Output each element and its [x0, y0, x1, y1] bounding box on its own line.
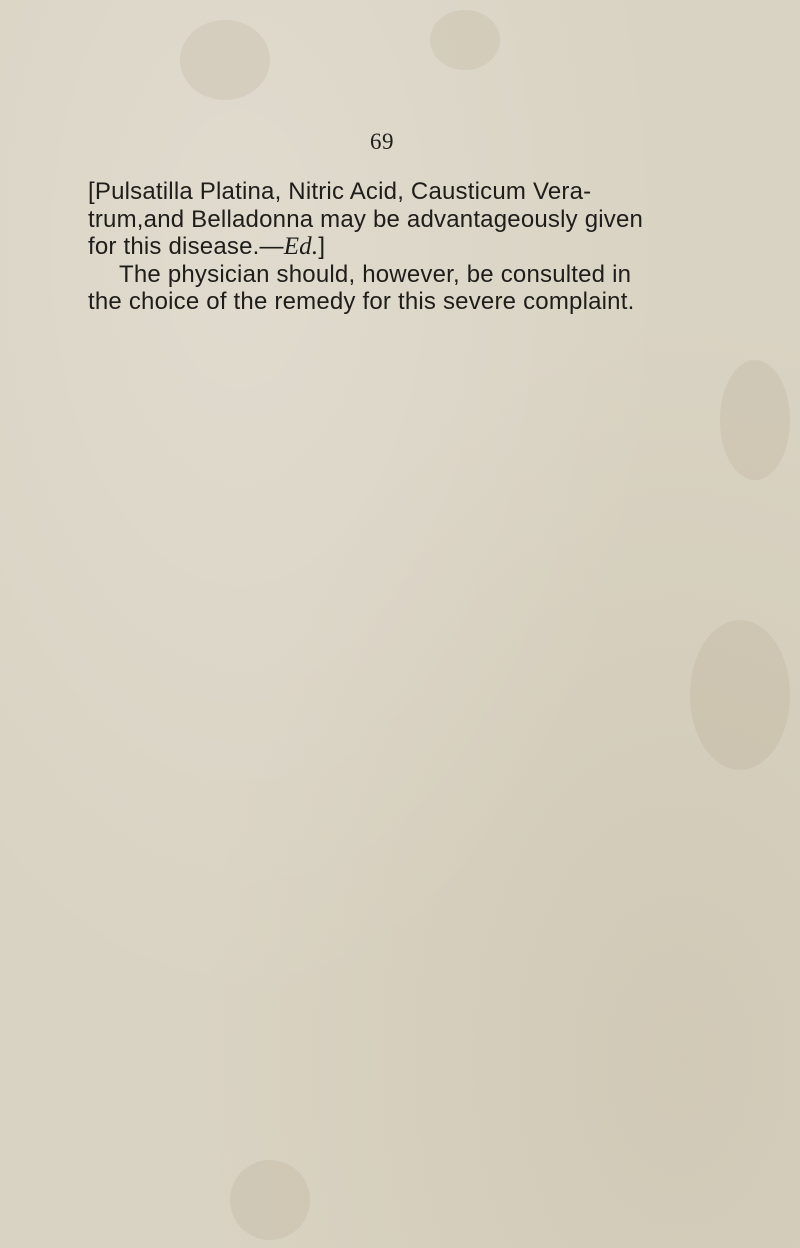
text-line: trum,and Belladonna may be advantageously given	[88, 205, 644, 233]
editor-abbreviation: Ed.	[283, 233, 319, 260]
paper-stain	[430, 10, 500, 70]
closing-bracket: ]	[318, 233, 326, 260]
body-text	[88, 178, 676, 316]
page-number: 69	[370, 129, 394, 154]
text-line-prefix: for this disease.—	[88, 233, 284, 260]
text-line: The physician should, however, be consulted in	[119, 260, 632, 288]
text-line: [Pulsatilla Platina, Nitric Acid, Causticum Vera-	[88, 178, 592, 205]
text-line: the choice of the remedy for this severe complaint.	[88, 288, 635, 315]
paper-stain	[230, 1160, 310, 1240]
paper-stain	[720, 360, 790, 480]
paper-stain	[180, 20, 270, 100]
paper-stain	[690, 620, 790, 770]
text-line	[88, 233, 676, 261]
